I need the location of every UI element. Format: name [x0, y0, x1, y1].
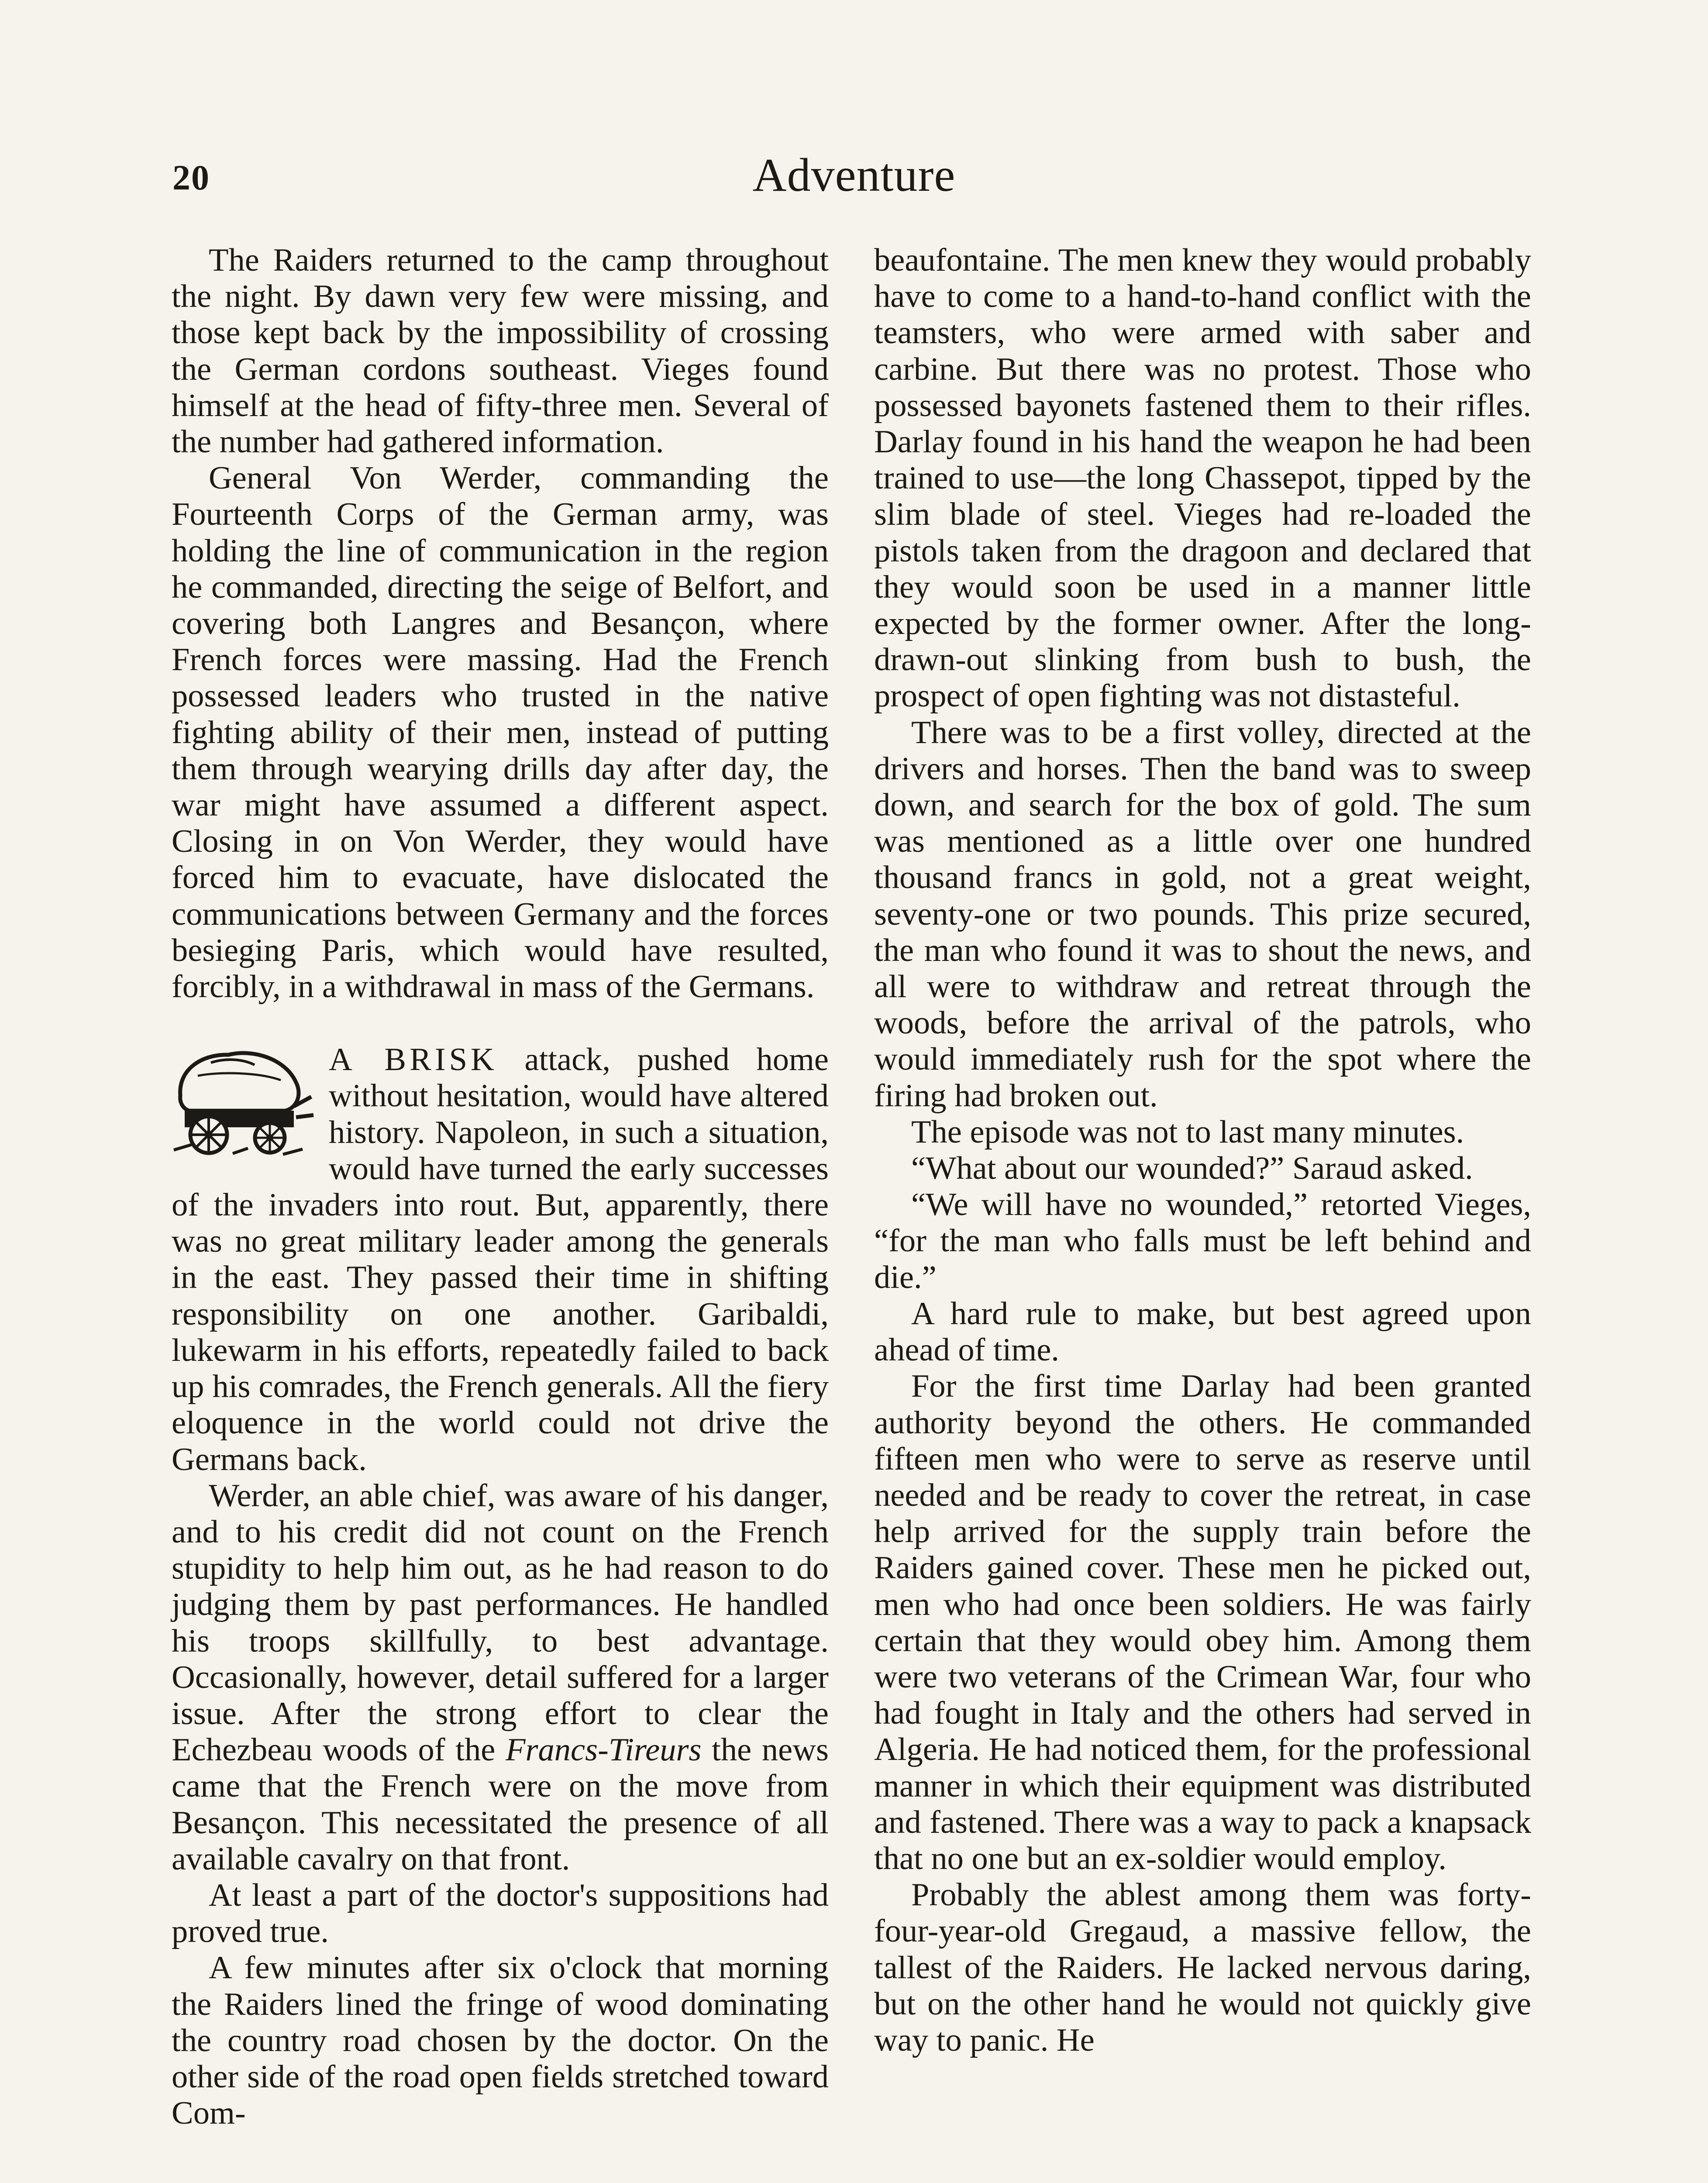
paragraph: For the first time Darlay had been granted authority beyond the others. He commanded fifteen men who were to serve as reserve until needed and be ready to cover the retreat, in case help arrived for the supply train before the Raiders gained cover. These men he picked out, men who had once been soldiers. He was fairly certain that they would obey him. Among them were two veterans of the Crimean War, four who had fought in Italy and the others had served in Algeria. He had noticed them, for the professional manner in which their equipment was distributed and fastened. There was a way to pack a knapsack that no one but an ex-soldier would employ. [874, 1368, 1531, 1877]
right-column [874, 242, 1531, 2059]
paragraph: At least a part of the doctor's suppositions had proved true. [172, 1877, 829, 1950]
paragraph: “We will have no wounded,” retorted Vieges, “for the man who falls must be left behind and die.” [874, 1187, 1531, 1295]
section-break [172, 1005, 829, 1042]
page-number: 20 [172, 158, 210, 197]
italic-term: Francs-Tireurs [506, 1732, 702, 1768]
paragraph: The episode was not to last many minutes. [911, 1114, 1464, 1150]
left-column [172, 242, 829, 2131]
paragraph [172, 1478, 829, 1877]
paragraph: There was to be a first volley, directed at the drivers and horses. Then the band was to sweep down, and search for the box of gold. The sum was mentioned as a little over one hundred thousand francs in gold, not a great weight, seventy-one or two pounds. This prize secured, the man who found it was to shout the news, and all were to withdraw and retreat through the woods, before the arrival of the patrols, who would immediately rush for the spot where the firing had broken out. [874, 714, 1531, 1114]
paragraph-text: Werder, an able chief, was aware of his danger, and to his credit did not count on the French stupidity to help him out, as he had reason to do judging them by past performances. He handled his troops skillfully, to best advantage. Occasionally, however, detail suffered for a larger issue. After the strong effort to clear the Echezbeau woods of the [172, 1477, 829, 1768]
paragraph: General Von Werder, commanding the Fourteenth Corps of the German army, was holding the line of communication in the region he commanded, directing the seige of Belfort, and covering both Langres and Besançon, where French forces were massing. Had the French possessed leaders who trusted in the native fighting ability of their men, instead of putting them through wearying drills day after day, the war might have assumed a different aspect. Closing in on Von Werder, they would have forced him to evacuate, have dislocated the communications between Germany and the forces besieging Paris, which would have resulted, forcibly, in a withdrawal in mass of the Germans. [172, 460, 829, 1005]
paragraph: beaufontaine. The men knew they would probably have to come to a hand-to-hand conflict with the teamsters, who were armed with saber and carbine. But there was no protest. Those who possessed bayonets fastened them to their rifles. Darlay found in his hand the weapon he had been trained to use—the long Chassepot, tipped by the slim blade of steel. Vieges had re-loaded the pistols taken from the dragoon and declared that they would soon be used in a manner little expected by the former owner. After the long-drawn-out slinking from bush to bush, the prospect of open fighting was not distasteful. [874, 242, 1531, 714]
page-header [0, 148, 1708, 214]
paragraph: The Raiders returned to the camp throughout the night. By dawn very few were missing, and those kept back by the impossibility of crossing the German cordons southeast. Vieges found himself at the head of fifty-three men. Several of the number had gathered information. [172, 242, 829, 460]
paragraph: A few minutes after six o'clock that morning the Raiders lined the fringe of wood dominating the country road chosen by the doctor. On the other side of the road open fields stretched toward Com- [172, 1950, 829, 2131]
paragraph: Probably the ablest among them was forty-four-year-old Gregaud, a massive fellow, the tallest of the Raiders. He lacked nervous daring, but on the other hand he would not quickly give way to panic. He [874, 1877, 1531, 2058]
paragraph: A hard rule to make, but best agreed upon ahead of time. [874, 1295, 1531, 1368]
section-opening-paragraph [172, 1042, 829, 1477]
paragraph-text: the news came that the French were on the move from Besançon. This necessitated the presence of all available cavalry on that front. [172, 1732, 829, 1877]
running-title: Adventure [752, 149, 956, 201]
covered-wagon-icon [172, 1045, 316, 1159]
paragraph-text: attack, pushed home without hesitation, would have altered history. Napoleon, in such a situation, would have turned the early successes of the invaders into rout. But, apparently, there was no great military leader among the generals in the east. They passed their time in shifting responsibility on one another. Garibaldi, lukewarm in his efforts, repeatedly failed to back up his comrades, the French generals. All the fiery eloquence in the world could not drive the Germans back. [172, 1042, 829, 1477]
paragraph: “What about our wounded?” Saraud asked. [911, 1150, 1473, 1187]
lead-in-text: A BRISK [329, 1042, 498, 1078]
